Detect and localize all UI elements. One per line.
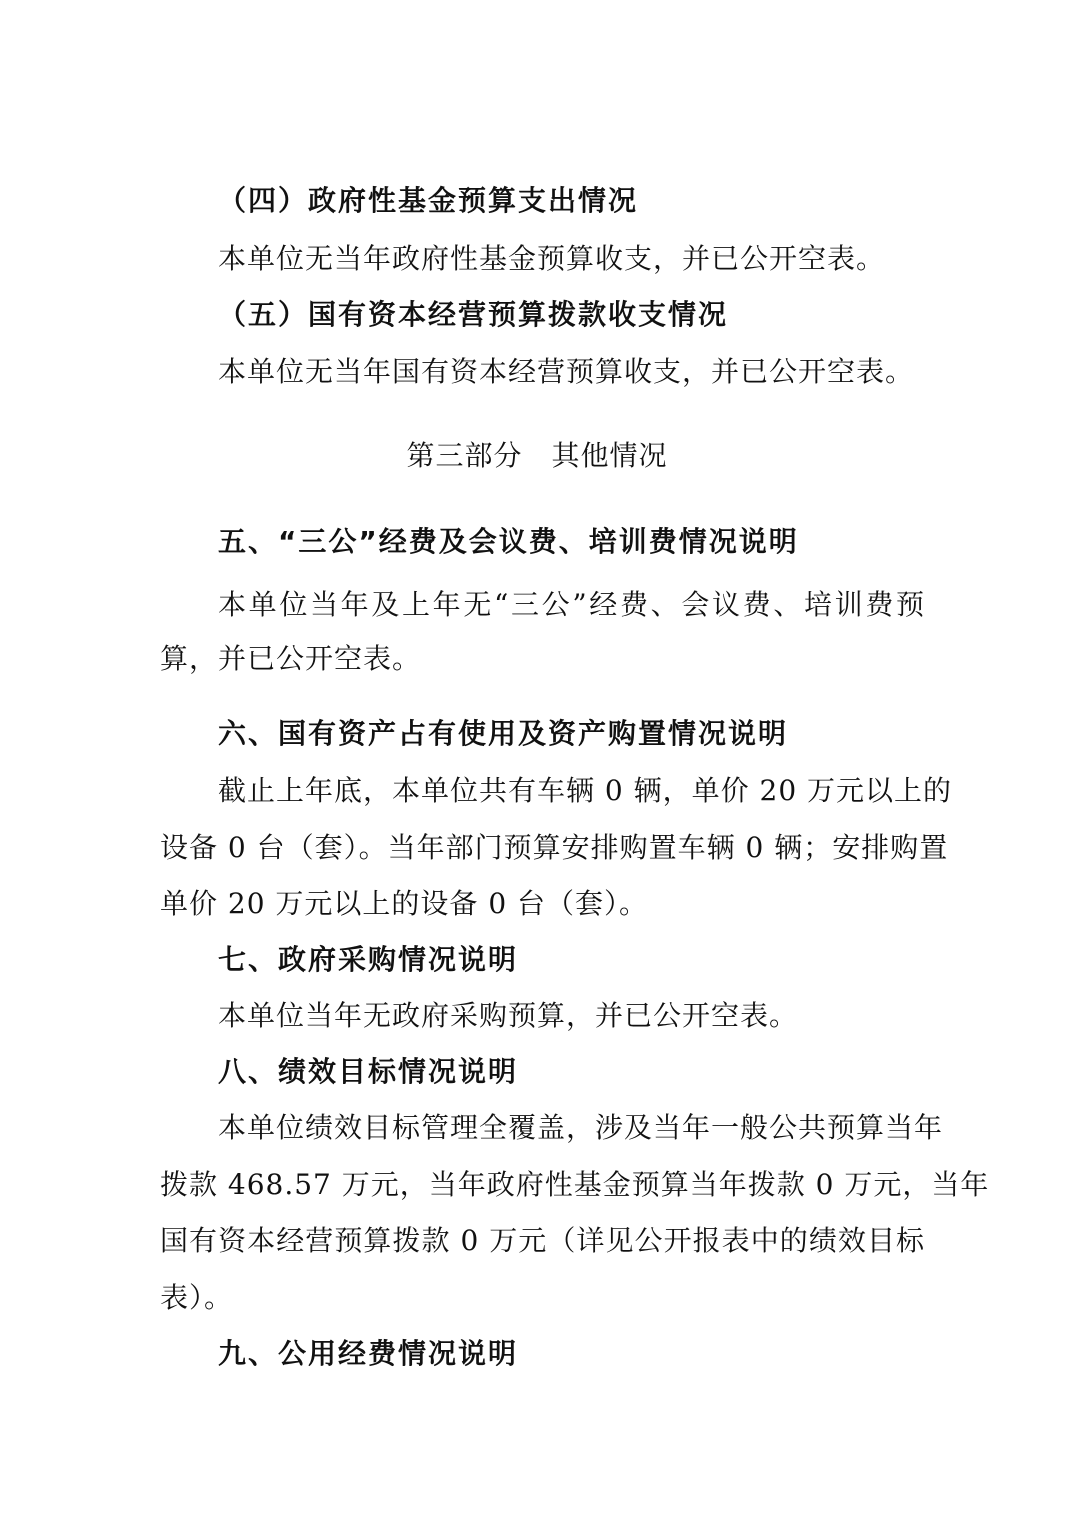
- item8-line-3: 国有资本经营预算拨款 0 万元（详见公开报表中的绩效目标: [160, 1224, 925, 1257]
- item6-line-1: 截止上年底，本单位共有车辆 0 辆，单价 20 万元以上的: [218, 774, 953, 807]
- item8-line-1: 本单位绩效目标管理全覆盖，涉及当年一般公共预算当年: [218, 1111, 944, 1144]
- item6-heading: 六、国有资产占有使用及资产购置情况说明: [218, 717, 789, 750]
- section5-heading: （五）国有资本经营预算拨款收支情况: [218, 298, 729, 331]
- item9-heading: 九、公用经费情况说明: [218, 1337, 519, 1370]
- item8-line-4: 表）。: [160, 1281, 234, 1314]
- item5-line-2: 算，并已公开空表。: [160, 642, 422, 675]
- item6-line-2: 设备 0 台（套）。当年部门预算安排购置车辆 0 辆；安排购置: [160, 831, 949, 864]
- item5-line-1: 本单位当年及上年无“三公”经费、会议费、培训费预: [218, 588, 925, 621]
- item6-line-3: 单价 20 万元以上的设备 0 台（套）。: [160, 887, 649, 920]
- section5-body: 本单位无当年国有资本经营预算收支，并已公开空表。: [218, 355, 915, 388]
- section4-body: 本单位无当年政府性基金预算收支，并已公开空表。: [218, 242, 886, 275]
- section4-heading: （四）政府性基金预算支出情况: [218, 184, 639, 217]
- item8-heading: 八、绩效目标情况说明: [218, 1055, 519, 1088]
- part3-title: 第三部分 其他情况: [406, 439, 668, 472]
- item8-line-2: 拨款 468.57 万元，当年政府性基金预算当年拨款 0 万元，当年: [160, 1168, 990, 1201]
- item7-heading: 七、政府采购情况说明: [218, 943, 519, 976]
- item5-heading: 五、“三公”经费及会议费、培训费情况说明: [218, 525, 799, 558]
- item7-body: 本单位当年无政府采购预算，并已公开空表。: [218, 999, 799, 1032]
